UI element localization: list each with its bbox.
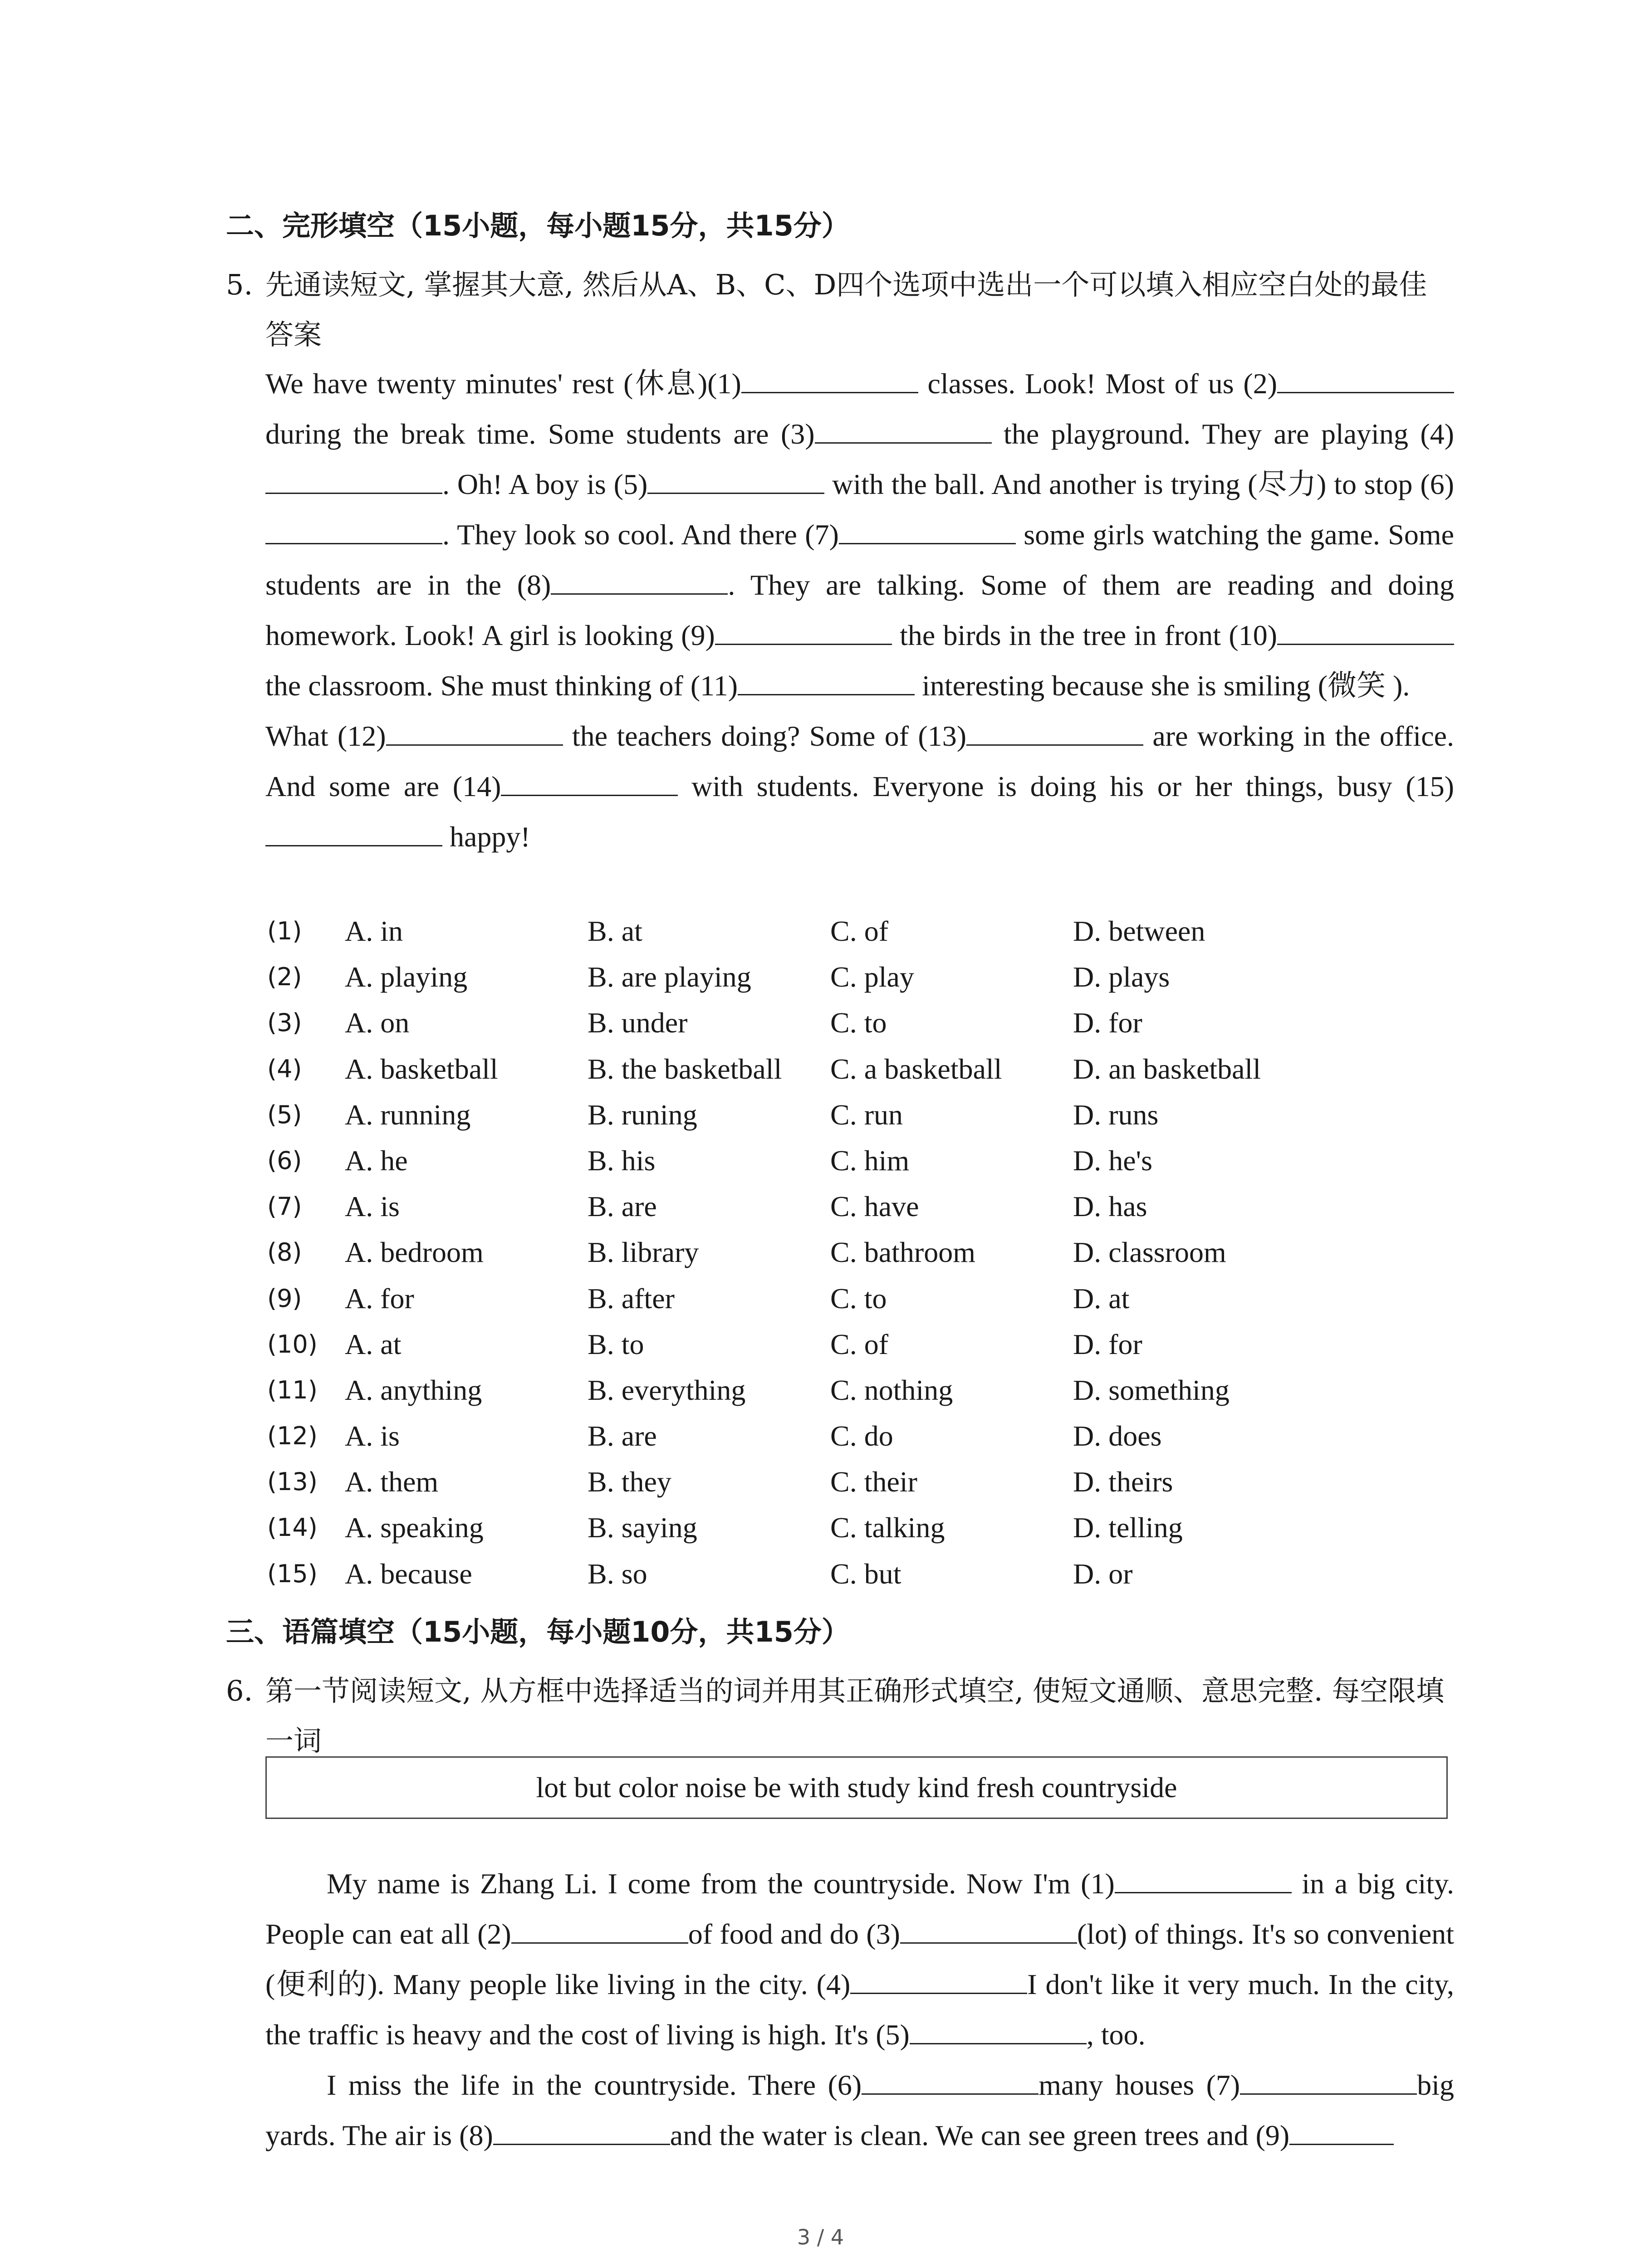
option-d[interactable]: D. he's bbox=[1073, 1144, 1153, 1177]
option-b[interactable]: B. runing bbox=[588, 1098, 697, 1131]
option-c[interactable]: C. have bbox=[830, 1190, 919, 1223]
option-d[interactable]: D. classroom bbox=[1073, 1236, 1226, 1269]
option-number: (5) bbox=[267, 1100, 302, 1129]
option-d[interactable]: D. for bbox=[1073, 1328, 1142, 1360]
option-b[interactable]: B. the basketball bbox=[588, 1052, 782, 1085]
option-d[interactable]: D. at bbox=[1073, 1282, 1130, 1315]
option-c[interactable]: C. nothing bbox=[830, 1374, 953, 1406]
option-number: (10) bbox=[267, 1330, 318, 1359]
fill-blank-1[interactable] bbox=[1115, 1868, 1292, 1893]
fill-paragraph-2: I miss the life in the countryside. There (6) many houses (7) big yards. The air is (8) and the water is clean. We can see green trees and (9) bbox=[265, 2069, 1455, 2151]
option-a[interactable]: A. them bbox=[345, 1466, 439, 1498]
question-5-number: 5. bbox=[226, 268, 253, 301]
fill-blank-3[interactable] bbox=[900, 1919, 1077, 1944]
blank-11[interactable] bbox=[738, 670, 915, 695]
fill-paragraph-1: My name is Zhang Li. I come from the countryside. Now I'm (1) in a big city. People can eat all (2) of food and do (3) (lot) of things. It's so convenient (便利的). Many people like living in the city. (4) I don't like it very much. In the city, the traffic is heavy and the cost of living is high. It's (5) , too. bbox=[265, 1867, 1455, 2051]
option-c[interactable]: C. to bbox=[830, 1007, 887, 1039]
option-number: (11) bbox=[267, 1375, 318, 1404]
option-number: (3) bbox=[267, 1008, 302, 1037]
option-a[interactable]: A. is bbox=[345, 1420, 400, 1452]
option-b[interactable]: B. are bbox=[588, 1420, 657, 1452]
option-a[interactable]: A. basketball bbox=[345, 1052, 498, 1085]
fill-blank-2[interactable] bbox=[511, 1919, 688, 1944]
option-d[interactable]: D. has bbox=[1073, 1190, 1147, 1223]
cloze-paragraph-2: What (12) the teachers doing? Some of (13) are working in the office. And some are (14) with students. Everyone is doing his or her things, busy (15) happy! bbox=[265, 720, 1455, 853]
blank-1[interactable] bbox=[741, 368, 918, 393]
option-c[interactable]: C. him bbox=[830, 1144, 910, 1177]
blank-15[interactable] bbox=[265, 821, 442, 846]
option-a[interactable]: A. playing bbox=[345, 961, 468, 993]
blank-8[interactable] bbox=[551, 570, 728, 595]
option-b[interactable]: B. saying bbox=[588, 1511, 697, 1544]
option-c[interactable]: C. but bbox=[830, 1557, 901, 1590]
option-a[interactable]: A. anything bbox=[345, 1374, 482, 1406]
option-a[interactable]: A. running bbox=[345, 1098, 471, 1131]
option-d[interactable]: D. for bbox=[1073, 1007, 1142, 1039]
option-d[interactable]: D. theirs bbox=[1073, 1466, 1173, 1498]
page-number: 3 / 4 bbox=[797, 2225, 844, 2249]
question-6-number: 6. bbox=[226, 1674, 253, 1707]
option-c[interactable]: C. to bbox=[830, 1282, 887, 1315]
option-number: (4) bbox=[267, 1054, 302, 1083]
blank-6[interactable] bbox=[265, 519, 442, 544]
question-5-instruction: 先通读短文, 掌握其大意, 然后从A、B、C、D四个选项中选出一个可以填入相应空白处的最佳答案 bbox=[265, 268, 1427, 351]
option-a[interactable]: A. he bbox=[345, 1144, 408, 1177]
option-number: (2) bbox=[267, 963, 302, 992]
option-a[interactable]: A. in bbox=[345, 915, 403, 947]
blank-4[interactable] bbox=[265, 469, 442, 494]
option-a[interactable]: A. is bbox=[345, 1190, 400, 1223]
blank-10[interactable] bbox=[1277, 620, 1454, 645]
fill-passage bbox=[265, 1858, 1454, 2160]
option-c[interactable]: C. of bbox=[830, 915, 888, 947]
option-c[interactable]: C. run bbox=[830, 1098, 903, 1131]
option-number: (15) bbox=[267, 1559, 318, 1588]
option-b[interactable]: B. are bbox=[588, 1190, 657, 1223]
blank-13[interactable] bbox=[966, 721, 1143, 746]
fill-blank-9[interactable] bbox=[1289, 2120, 1394, 2145]
option-number: (13) bbox=[267, 1467, 318, 1496]
option-d[interactable]: D. telling bbox=[1073, 1511, 1183, 1544]
option-b[interactable]: B. are playing bbox=[588, 961, 751, 993]
fill-blank-5[interactable] bbox=[910, 2019, 1087, 2044]
blank-12[interactable] bbox=[386, 721, 563, 746]
option-b[interactable]: B. at bbox=[588, 915, 642, 947]
section-2-title: 二、完形填空（15小题，每小题15分，共15分） bbox=[226, 209, 850, 242]
option-d[interactable]: D. plays bbox=[1073, 961, 1170, 993]
option-b[interactable]: B. under bbox=[588, 1007, 688, 1039]
blank-2-cont bbox=[1381, 368, 1454, 393]
blank-3[interactable] bbox=[815, 419, 992, 444]
option-d[interactable]: D. between bbox=[1073, 915, 1205, 947]
fill-blank-7[interactable] bbox=[1240, 2070, 1417, 2095]
option-number: (9) bbox=[267, 1284, 302, 1313]
option-c[interactable]: C. do bbox=[830, 1420, 893, 1452]
option-a[interactable]: A. for bbox=[345, 1282, 414, 1315]
option-b[interactable]: B. his bbox=[588, 1144, 656, 1177]
option-a[interactable]: A. at bbox=[345, 1328, 402, 1360]
section-3-title: 三、语篇填空（15小题，每小题10分，共15分） bbox=[226, 1615, 850, 1648]
option-c[interactable]: C. play bbox=[830, 961, 914, 993]
option-number: (14) bbox=[267, 1513, 318, 1542]
option-b[interactable]: B. to bbox=[588, 1328, 644, 1360]
option-b[interactable]: B. so bbox=[588, 1557, 647, 1590]
blank-5[interactable] bbox=[647, 469, 824, 494]
fill-blank-8[interactable] bbox=[493, 2120, 670, 2145]
option-c[interactable]: C. bathroom bbox=[830, 1236, 975, 1269]
option-d[interactable]: D. runs bbox=[1073, 1098, 1159, 1131]
option-number: (7) bbox=[267, 1192, 302, 1221]
option-number: (12) bbox=[267, 1422, 318, 1451]
cloze-passage bbox=[265, 358, 1454, 862]
option-a[interactable]: A. speaking bbox=[345, 1511, 484, 1544]
option-number: (8) bbox=[267, 1238, 302, 1267]
option-number: (1) bbox=[267, 917, 302, 945]
blank-2[interactable] bbox=[1277, 368, 1381, 393]
option-d[interactable]: D. an basketball bbox=[1073, 1052, 1261, 1085]
option-d[interactable]: D. does bbox=[1073, 1420, 1162, 1452]
fill-blank-4[interactable] bbox=[850, 1969, 1027, 1994]
cloze-paragraph-1: We have twenty minutes' rest (休息)(1) classes. Look! Most of us (2) during the break time. Some students are (3) the playground. They are playing (4). Oh! A boy is (5) with the ball. And another is trying (尽力) to stop (6). They look so cool. And there (7) some girls watching the game. Some students are in the (8) . They are talking. Some of them are reading and doing homework. Look! A girl is looking (9) the birds in the tree in front (10) the classroom. She must thinking of (11) interesting because she is smiling (微笑 ). bbox=[265, 367, 1455, 702]
option-a[interactable]: A. because bbox=[345, 1557, 472, 1590]
option-c[interactable]: C. of bbox=[830, 1328, 888, 1360]
option-a[interactable]: A. bedroom bbox=[345, 1236, 484, 1269]
option-b[interactable]: B. after bbox=[588, 1282, 675, 1315]
option-b[interactable]: B. everything bbox=[588, 1374, 746, 1406]
option-c[interactable]: C. their bbox=[830, 1466, 917, 1498]
option-d[interactable]: D. something bbox=[1073, 1374, 1230, 1406]
blank-9[interactable] bbox=[715, 620, 892, 645]
fill-blank-6[interactable] bbox=[862, 2070, 1038, 2095]
word-bank-box: lot but color noise be with study kind fresh countryside bbox=[265, 1756, 1448, 1819]
option-d[interactable]: D. or bbox=[1073, 1557, 1133, 1590]
question-6-instruction: 第一节阅读短文, 从方框中选择适当的词并用其正确形式填空, 使短文通顺、意思完整. 每空限填一词 bbox=[265, 1674, 1445, 1757]
option-number: (6) bbox=[267, 1146, 302, 1175]
option-a[interactable]: A. on bbox=[345, 1007, 410, 1039]
blank-7[interactable] bbox=[839, 519, 1016, 544]
blank-14[interactable] bbox=[501, 771, 678, 796]
option-b[interactable]: B. they bbox=[588, 1466, 671, 1498]
option-c[interactable]: C. a basketball bbox=[830, 1052, 1002, 1085]
option-b[interactable]: B. library bbox=[588, 1236, 699, 1269]
option-c[interactable]: C. talking bbox=[830, 1511, 945, 1544]
